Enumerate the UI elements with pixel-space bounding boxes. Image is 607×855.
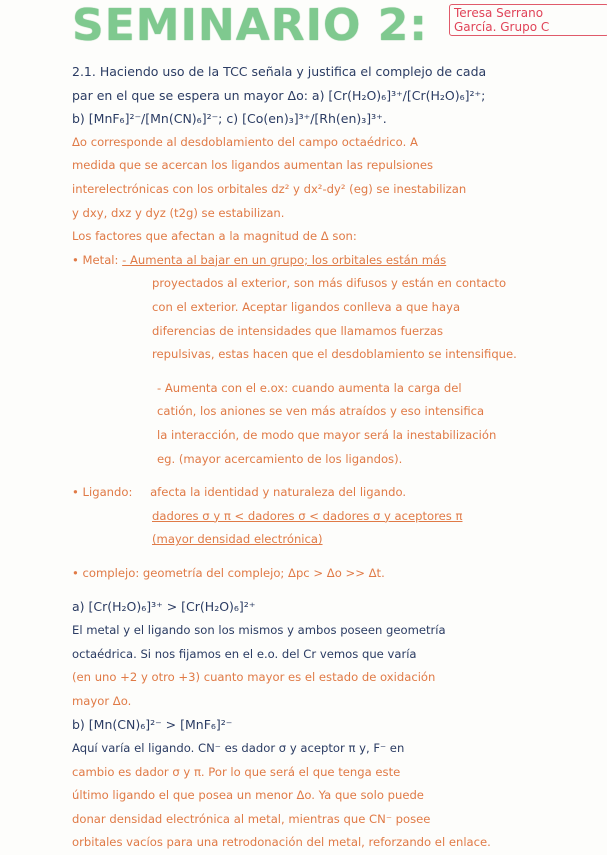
answer-a-head: a) [Cr(H₂O)₆]³⁺ > [Cr(H₂O)₆]²⁺	[72, 599, 256, 615]
question-line: b) [MnF₆]²⁻/[Mn(CN)₆]²⁻; c) [Co(en)₃]³⁺/[Rh(en)₃]³⁺.	[72, 111, 387, 127]
answer-b-line: cambio es dador σ y π. Por lo que será el que tenga este	[72, 764, 401, 779]
answer-a-line: mayor Δo.	[72, 693, 132, 708]
ligando-row	[72, 481, 601, 505]
question-line: 2.1. Haciendo uso de la TCC señala y justifica el complejo de cada	[72, 64, 487, 79]
intro-line: Los factores que afectan a la magnitud de Δ son:	[72, 229, 357, 244]
metal-label: • Metal:	[72, 252, 119, 267]
intro-line: medida que se acercan los ligandos aumentan las repulsiones	[72, 158, 434, 173]
ligando-note: (mayor densidad electrónica)	[152, 532, 323, 547]
ligando-text: afecta la identidad y naturaleza del ligando.	[150, 485, 407, 500]
complejo-line: • complejo: geometría del complejo; Δpc > Δo >> Δt.	[72, 565, 385, 580]
metal-line: - Aumenta con el e.ox: cuando aumenta la carga del	[157, 380, 462, 395]
answer-b-line: orbitales vacíos para una retrodonación del metal, reforzando el enlace.	[72, 835, 491, 850]
answer-a-line: octaédrica. Si nos fijamos en el e.o. del Cr vemos que varía	[72, 646, 417, 661]
metal-line: la interacción, de modo que mayor será la inestabilización	[157, 427, 497, 442]
answer-a-line: (en uno +2 y otro +3) cuanto mayor es el estado de oxidación	[72, 670, 436, 685]
answer-b-head: b) [Mn(CN)₆]²⁻ > [MnF₆]²⁻	[72, 717, 233, 733]
author-group: García. Grupo C	[454, 20, 550, 34]
answer-b-line: donar densidad electrónica al metal, mientras que CN⁻ posee	[72, 811, 431, 826]
metal-line: con el exterior. Aceptar ligandos conlleva a que haya	[152, 299, 461, 314]
metal-line: eg. (mayor acercamiento de los ligandos).	[157, 451, 403, 466]
answer-b-line: último ligando el que posea un menor Δo. Ya que solo puede	[72, 788, 424, 803]
intro-line: interelectrónicas con los orbitales dz² y dx²-dy² (eg) se inestabilizan	[72, 181, 467, 196]
intro-line: Δo corresponde al desdoblamiento del campo octaédrico. A	[72, 134, 418, 149]
metal-line: repulsivas, estas hacen que el desdoblamiento se intensifique.	[152, 347, 517, 362]
author-box	[449, 4, 607, 36]
metal-line: diferencias de intensidades que llamamos fuerzas	[152, 323, 444, 338]
metal-line: proyectados al exterior, son más difusos y están en contacto	[152, 276, 507, 291]
question-line: par en el que se espera un mayor Δo: a) [Cr(H₂O)₆]³⁺/[Cr(H₂O)₆]²⁺;	[72, 87, 486, 103]
answer-b-line: Aquí varía el ligando. CN⁻ es dador σ y aceptor π y, F⁻ en	[72, 741, 405, 756]
metal-line: catión, los aniones se ven más atraídos y eso intensifica	[157, 404, 485, 419]
ligando-series: dadores σ y π < dadores σ < dadores σ y aceptores π	[152, 508, 463, 523]
ligando-label: • Ligando:	[72, 485, 133, 500]
intro-line: y dxy, dxz y dyz (t2g) se estabilizan.	[72, 205, 285, 220]
author-name: Teresa Serrano	[454, 6, 544, 20]
metal-point-1: - Aumenta al bajar en un grupo; los orbitales están más	[122, 252, 447, 267]
answer-a-line: El metal y el ligando son los mismos y ambos poseen geometría	[72, 623, 446, 638]
metal-row	[72, 249, 601, 273]
page-title: SEMINARIO 2:	[72, 0, 428, 51]
notes-body	[72, 60, 601, 855]
